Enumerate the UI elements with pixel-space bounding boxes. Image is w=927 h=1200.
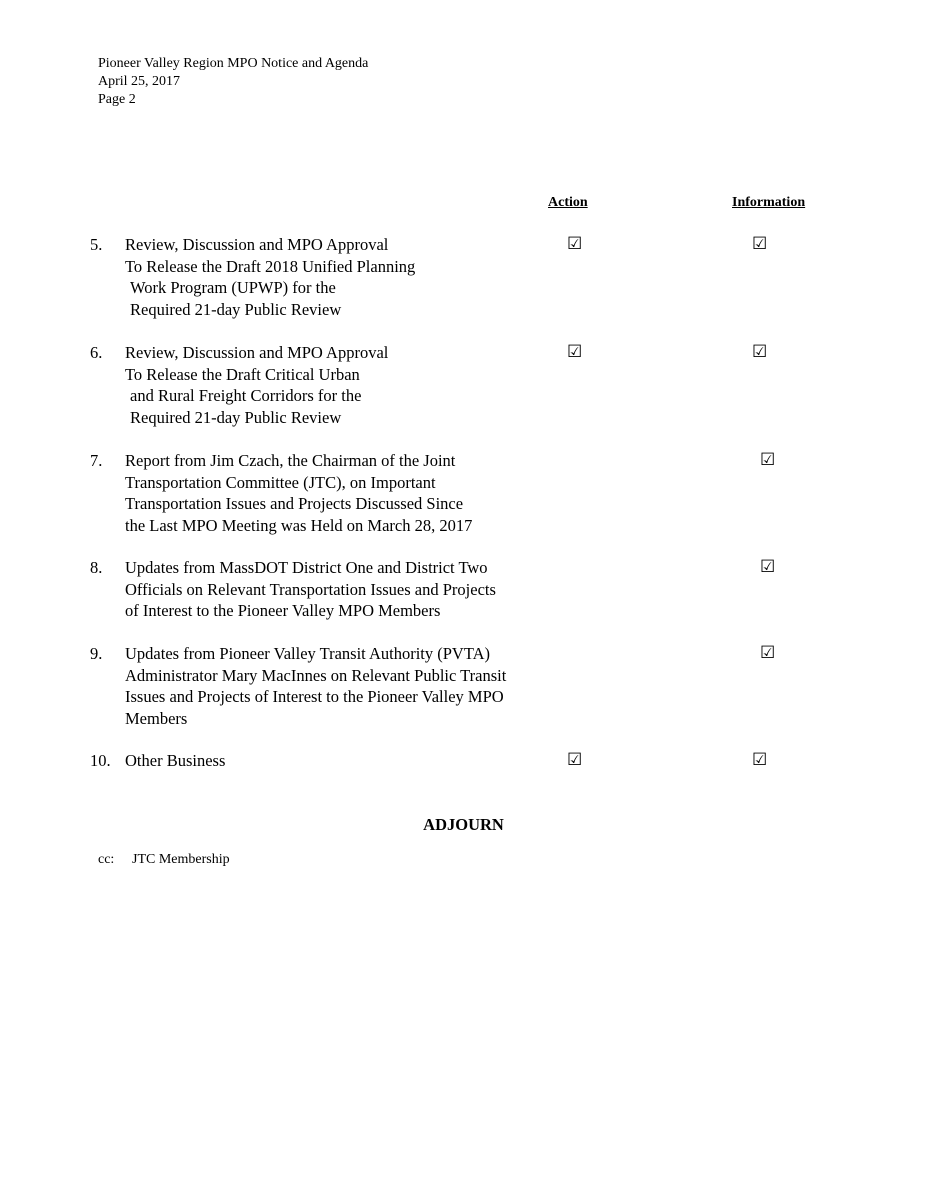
agenda-item-line: To Release the Draft Critical Urban (125, 364, 360, 384)
column-header-information: Information (732, 195, 806, 210)
agenda-item-line: Issues and Projects of Interest to the Pioneer Valley MPO (125, 687, 504, 706)
agenda-item-line: Review, Discussion and MPO Approval (125, 235, 389, 254)
agenda-item-line: and Rural Freight Corridors for the (130, 386, 362, 405)
agenda-item-number: 5. (90, 235, 103, 254)
agenda-item-line: Members (125, 708, 188, 728)
header-date: April 25, 2017 (98, 74, 181, 89)
document-header (98, 55, 368, 109)
agenda-item-number: 9. (90, 644, 103, 663)
agenda-item-text (125, 750, 565, 772)
agenda-item-line: To Release the Draft 2018 Unified Planning (125, 256, 416, 276)
agenda-item-line: Updates from Pioneer Valley Transit Authority (PVTA) (125, 644, 491, 663)
action-checked-icon: ☑ (567, 750, 583, 769)
agenda-item-number: 7. (90, 451, 103, 470)
header-page-number: Page 2 (98, 92, 136, 107)
agenda-item-line: Review, Discussion and MPO Approval (125, 343, 389, 362)
agenda-item-text (125, 643, 565, 729)
agenda-item-line: Officials on Relevant Transportation Issues and Projects (125, 579, 496, 599)
agenda-item-line: Required 21-day Public Review (130, 407, 342, 427)
information-checked-icon: ☑ (752, 342, 768, 361)
column-header-action: Action (548, 195, 588, 210)
agenda-item-text (125, 234, 565, 320)
agenda-item-line: Transportation Issues and Projects Discussed Since (125, 494, 464, 513)
cc-line (98, 852, 230, 868)
agenda-item-line: Administrator Mary MacInnes on Relevant Public Transit (125, 665, 507, 685)
action-checked-icon: ☑ (567, 234, 583, 253)
agenda-item-line: Other Business (125, 751, 226, 770)
information-checked-icon: ☑ (760, 643, 776, 662)
agenda-item-text (125, 557, 565, 622)
agenda-item-line: Updates from MassDOT District One and District Two (125, 558, 488, 577)
information-checked-icon: ☑ (760, 450, 776, 469)
information-checked-icon: ☑ (752, 234, 768, 253)
cc-value: JTC Membership (132, 852, 230, 867)
agenda-item-line: Work Program (UPWP) for the (130, 278, 336, 297)
information-checked-icon: ☑ (760, 557, 776, 576)
agenda-item-number: 8. (90, 558, 103, 577)
adjourn-heading: ADJOURN (423, 815, 504, 834)
action-checked-icon: ☑ (567, 342, 583, 361)
agenda-item-line: of Interest to the Pioneer Valley MPO Members (125, 601, 441, 620)
agenda-item-line: Report from Jim Czach, the Chairman of the Joint (125, 451, 456, 470)
information-checked-icon: ☑ (752, 750, 768, 769)
agenda-item-line: Required 21-day Public Review (130, 299, 342, 319)
cc-label: cc: (98, 852, 115, 867)
header-title: Pioneer Valley Region MPO Notice and Agenda (98, 56, 369, 71)
agenda-item-number: 10. (90, 751, 111, 770)
agenda-item-text (125, 450, 565, 536)
agenda-item-line: the Last MPO Meeting was Held on March 28, 2017 (125, 515, 473, 535)
agenda-item-number: 6. (90, 343, 103, 362)
agenda-item-line: Transportation Committee (JTC), on Important (125, 472, 436, 492)
agenda-item-text (125, 342, 565, 428)
